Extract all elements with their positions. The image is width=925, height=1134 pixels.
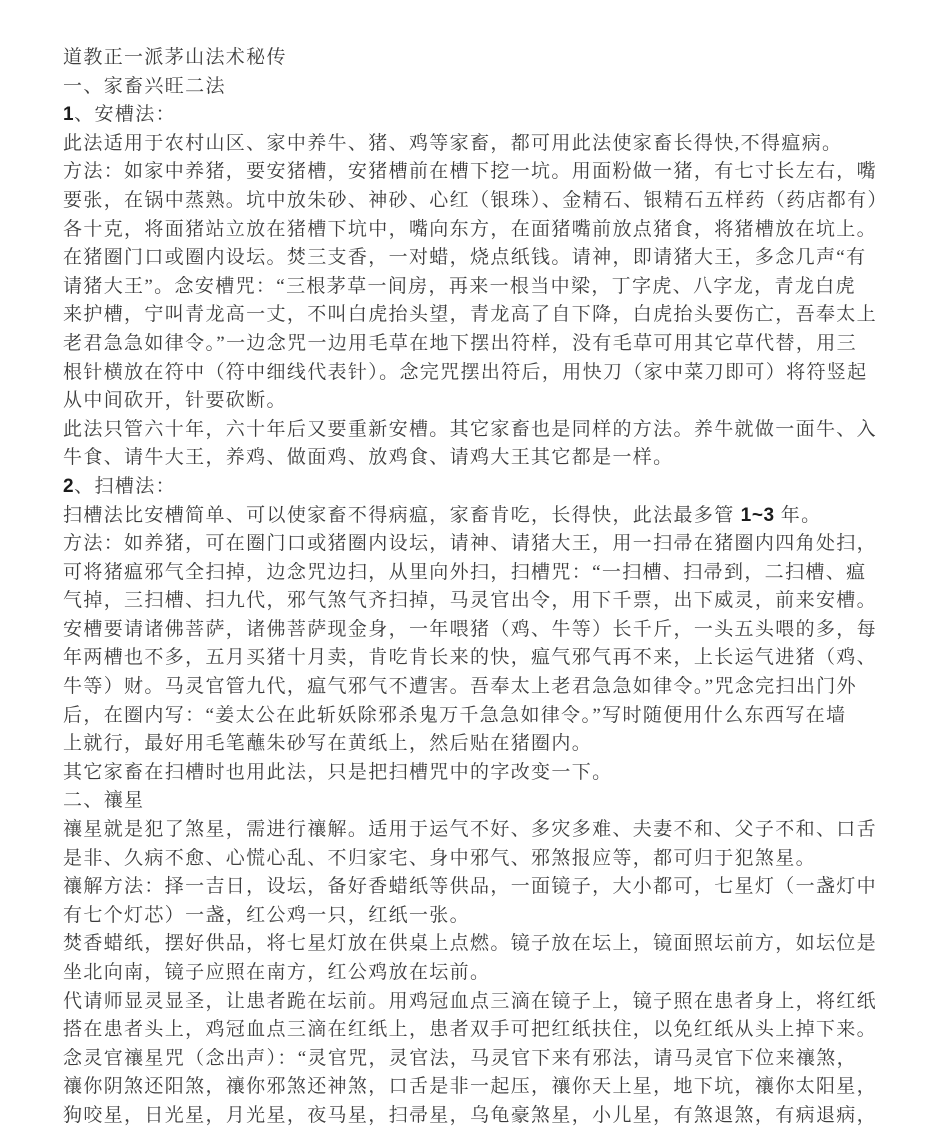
line-text: 老君急急如律令。”一边念咒一边用毛草在地下摆出符样，没有毛草可用其它草代替，用三: [63, 332, 857, 354]
line-text: 年。: [774, 504, 822, 526]
line-text: 禳你阴煞还阳煞，禳你邪煞还神煞，口舌是非一起压，禳你天上星，地下坑，禳你太阳星，: [63, 1076, 878, 1098]
bold-number: 2: [63, 475, 75, 497]
line-text: 狗咬星，日光星，月光星，夜马星，扫帚星，乌龟豪煞星，小儿星，有煞退煞，有病退病，: [63, 1104, 878, 1126]
document-line: [63, 787, 863, 816]
document-line: [63, 158, 878, 187]
bold-number: 1~3: [740, 504, 775, 526]
line-text: 牛等）财。马灵官管九代，瘟气邪气不遭害。吾奉太上老君急急如律令。”咒念完扫出门外: [63, 676, 857, 698]
document-line: [63, 1016, 878, 1045]
document-line: [63, 530, 878, 559]
document-line: [63, 644, 878, 673]
document-line: [63, 902, 863, 931]
document-line: [63, 101, 863, 130]
line-text: 代请师显灵显圣，让患者跪在坛前。用鸡冠血点三滴在镜子上，镜子照在患者身上，将红纸: [63, 990, 878, 1012]
line-text: 、安槽法：: [74, 104, 176, 126]
document-line: [63, 416, 878, 445]
bold-number: 1: [63, 104, 75, 126]
document-line: [63, 444, 863, 473]
document-line: [63, 73, 863, 102]
document-line: [63, 130, 863, 159]
line-text: 可将猪瘟邪气全扫掉，边念咒边扫，从里向外扫，扫槽咒：“一扫槽、扫帚到，二扫槽、瘟: [63, 561, 867, 583]
line-text: 根针横放在符中（符中细线代表针）。念完咒摆出符后，用快刀（家中菜刀即可）将符竖起: [63, 361, 868, 383]
document-line: [63, 502, 863, 531]
document-line: [63, 1045, 863, 1074]
document-line: [63, 587, 878, 616]
line-text: 其它家畜在扫槽时也用此法，只是把扫槽咒中的字改变一下。: [63, 761, 613, 783]
line-text: 坐北向南，镜子应照在南方，红公鸡放在坛前。: [63, 962, 491, 983]
line-text: 扫槽法比安槽简单、可以使家畜不得病瘟，家畜肯吃，长得快，此法最多管: [63, 504, 741, 526]
document-line: [63, 816, 878, 845]
document-line: [63, 387, 863, 416]
document-line: [63, 330, 863, 359]
line-text: 二、禳星: [63, 790, 145, 812]
document-text: [63, 44, 888, 1131]
line-text: 气掉，三扫槽、扫九代，邪气煞气齐扫掉，马灵官出令，用下千票，出下威灵，前来安槽。: [63, 590, 878, 612]
document-line: [63, 1102, 878, 1131]
line-text: 安槽要请诸佛菩萨，诸佛菩萨现金身，一年喂猪（鸡、牛等）长千斤，一头五头喂的多，每: [63, 618, 878, 640]
document-line: [63, 873, 878, 902]
line-text: 此法适用于农村山区、家中养牛、猪、鸡等家畜，都可用此法使家畜长得快,不得瘟病。: [63, 132, 843, 154]
document-line: [63, 44, 863, 73]
line-text: 各十克，将面猪站立放在猪槽下坑中，嘴向东方，在面猪嘴前放点猪食，将猪槽放在坑上。: [63, 218, 878, 240]
document-line: [63, 616, 878, 645]
document-line: [63, 187, 888, 216]
document-line: [63, 359, 868, 388]
line-text: 焚香蜡纸，摆好供品，将七星灯放在供桌上点燃。镜子放在坛上，镜面照坛前方，如坛位是: [63, 933, 878, 955]
document-line: [63, 930, 878, 959]
document-line: [63, 759, 863, 788]
line-text: 有七个灯芯）一盏，红公鸡一只，红纸一张。: [63, 904, 471, 926]
line-text: 禳解方法：择一吉日，设坛，备好香蜡纸等供品，一面镜子，大小都可，七星灯（一盏灯中: [63, 876, 878, 898]
document-line: [63, 845, 863, 874]
document-line: [63, 730, 863, 759]
line-text: 在猪圈门口或圈内设坛。焚三支香，一对蜡，烧点纸钱。请神，即请猪大王，多念几声“有: [63, 247, 867, 269]
line-text: 是非、久病不愈、心慌心乱、不归家宅、身中邪气、邪煞报应等，都可归于犯煞星。: [63, 847, 816, 869]
document-line: [63, 959, 863, 988]
document-line: [63, 244, 867, 273]
line-text: 方法：如养猪，可在圈门口或猪圈内设坛，请神、请猪大王，用一扫帚在猪圈内四角处扫，: [63, 533, 878, 555]
document-line: [63, 559, 867, 588]
line-text: 方法：如家中养猪，要安猪槽，安猪槽前在槽下挖一坑。用面粉做一猪，有七寸长左右，嘴: [63, 161, 878, 183]
document-line: [63, 473, 863, 502]
line-text: 搭在患者头上，鸡冠血点三滴在红纸上，患者双手可把红纸扶住，以免红纸从头上掉下来。: [63, 1019, 878, 1041]
line-text: 一、家畜兴旺二法: [63, 75, 226, 97]
line-text: 牛食、请牛大王，养鸡、做面鸡、放鸡食、请鸡大王其它都是一样。: [63, 447, 674, 469]
document-line: [63, 273, 863, 302]
document-line: [63, 301, 878, 330]
document-line: [63, 216, 878, 245]
line-text: 后，在圈内写：“姜太公在此斩妖除邪杀鬼万千急急如律令。”写时随便用什么东西写在墙: [63, 704, 847, 726]
line-text: 从中间砍开，针要砍断。: [63, 390, 287, 412]
line-text: 、扫槽法：: [74, 475, 176, 497]
line-text: 要张，在锅中蒸熟。坑中放朱砂、神砂、心红（银珠）、金精石、银精石五样药（药店都有）: [63, 189, 888, 211]
document-line: [63, 988, 878, 1017]
line-text: 年两槽也不多，五月买猪十月卖，肯吃肯长来的快，瘟气邪气再不来，上长运气进猪（鸡、: [63, 647, 878, 669]
line-text: 道教正一派茅山法术秘传: [63, 47, 287, 68]
line-text: 来护槽，宁叫青龙高一丈，不叫白虎抬头望，青龙高了自下降，白虎抬头要伤亡，吾奉太上: [63, 304, 878, 326]
document-line: [63, 702, 863, 731]
line-text: 此法只管六十年，六十年后又要重新安槽。其它家畜也是同样的方法。养牛就做一面牛、入: [63, 418, 878, 440]
document-line: [63, 673, 863, 702]
line-text: 念灵官禳星咒（念出声）：“灵官咒，灵官法，马灵官下来有邪法，请马灵官下位来禳煞，: [63, 1047, 857, 1069]
line-text: 禳星就是犯了煞星，需进行禳解。适用于运气不好、多灾多难、夫妻不和、父子不和、口舌: [63, 819, 878, 841]
line-text: 请猪大王”。念安槽咒：“三根茅草一间房，再来一根当中梁，丁字虎、八字龙，青龙白虎: [63, 275, 856, 297]
line-text: 上就行，最好用毛笔蘸朱砂写在黄纸上，然后贴在猪圈内。: [63, 733, 593, 755]
document-line: [63, 1073, 878, 1102]
